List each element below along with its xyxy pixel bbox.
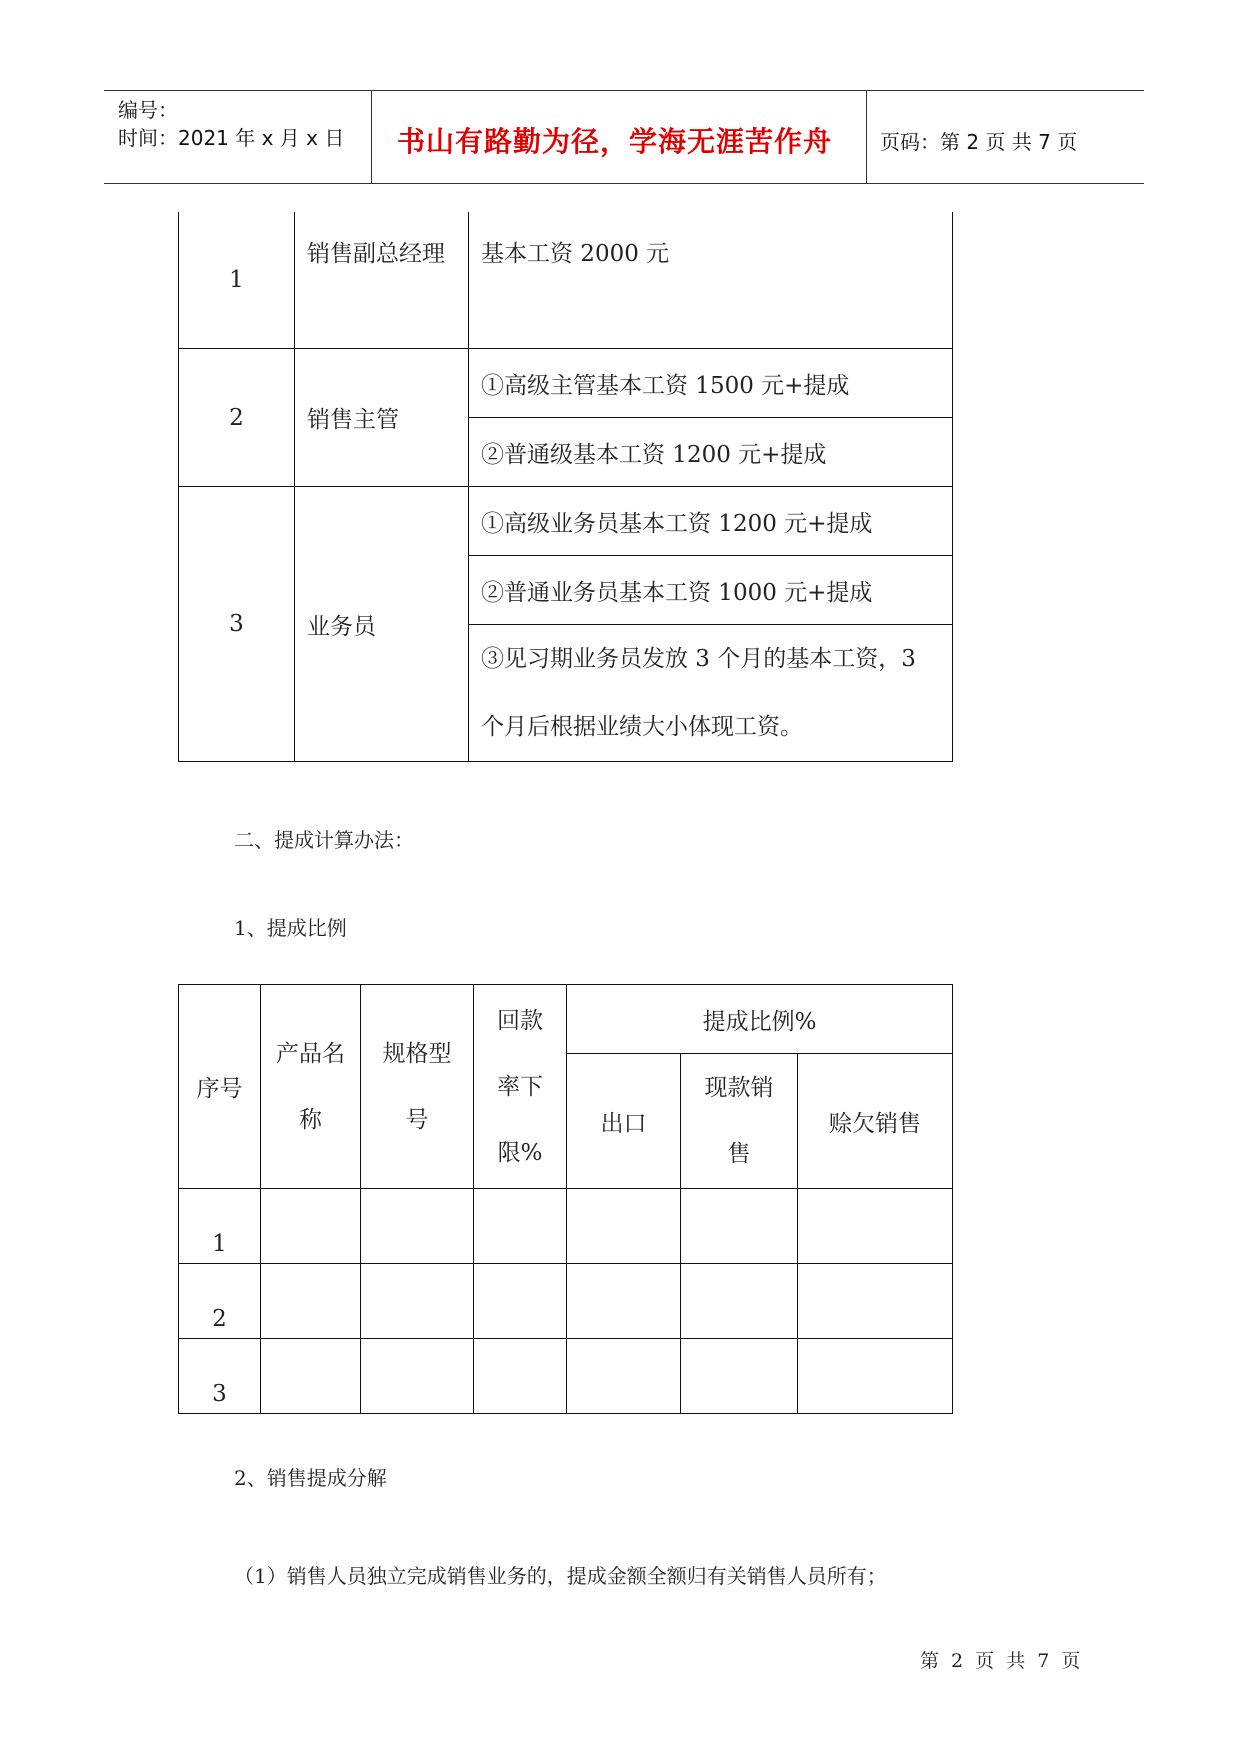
table-row bbox=[179, 1189, 953, 1264]
salary-row-3-item-1: ①高级业务员基本工资 1200 元+提成 bbox=[469, 487, 953, 556]
salary-row-3-no: 3 bbox=[179, 487, 295, 762]
salary-row-1-position-text: 销售副总经理 bbox=[307, 241, 445, 267]
table-cell bbox=[798, 1339, 953, 1414]
col-header-no: 序号 bbox=[179, 985, 261, 1189]
salary-table bbox=[178, 212, 953, 762]
table-cell bbox=[361, 1339, 474, 1414]
subsection-1-heading: 1、提成比例 bbox=[234, 916, 347, 940]
table-header-row bbox=[179, 985, 953, 1054]
table-row bbox=[179, 212, 953, 349]
table-row bbox=[179, 1264, 953, 1339]
table-cell bbox=[474, 1264, 567, 1339]
col-header-product bbox=[261, 985, 361, 1189]
salary-row-3-position: 业务员 bbox=[295, 487, 469, 762]
col-header-spec bbox=[361, 985, 474, 1189]
col-header-cash bbox=[681, 1054, 798, 1189]
table-cell bbox=[681, 1264, 798, 1339]
commission-ratio-table bbox=[178, 984, 953, 1414]
col-header-rate-text: 回款率下限% bbox=[497, 1007, 543, 1166]
table-cell bbox=[261, 1339, 361, 1414]
subsection-2-heading: 2、销售提成分解 bbox=[234, 1466, 387, 1490]
salary-row-3-item-2: ②普通业务员基本工资 1000 元+提成 bbox=[469, 556, 953, 625]
header-divider-left bbox=[371, 90, 372, 183]
document-number-label: 编号： bbox=[118, 98, 178, 122]
salary-row-3-item-3 bbox=[469, 625, 953, 762]
header-motto: 书山有路勤为径，学海无涯苦作舟 bbox=[397, 125, 833, 158]
table-cell bbox=[798, 1264, 953, 1339]
table-cell bbox=[567, 1264, 681, 1339]
salary-row-1-item bbox=[469, 212, 953, 349]
table-cell bbox=[474, 1339, 567, 1414]
table-cell bbox=[681, 1339, 798, 1414]
table-cell bbox=[798, 1189, 953, 1264]
ratio-row-2-no: 2 bbox=[179, 1264, 261, 1339]
table-row bbox=[179, 1339, 953, 1414]
table-cell bbox=[361, 1189, 474, 1264]
salary-row-2-position: 销售主管 bbox=[295, 349, 469, 487]
table-cell bbox=[474, 1189, 567, 1264]
col-header-credit: 赊欠销售 bbox=[798, 1054, 953, 1189]
col-header-spec-text: 规格型号 bbox=[382, 1040, 452, 1133]
table-cell bbox=[567, 1339, 681, 1414]
document-time-label: 时间：2021 年 x 月 x 日 bbox=[118, 126, 345, 150]
salary-row-2-no: 2 bbox=[179, 349, 295, 487]
salary-row-1-no: 1 bbox=[179, 212, 295, 349]
table-cell bbox=[361, 1264, 474, 1339]
salary-row-2-item-1: ①高级主管基本工资 1500 元+提成 bbox=[469, 349, 953, 418]
header-divider-right bbox=[866, 90, 867, 183]
col-header-export: 出口 bbox=[567, 1054, 681, 1189]
col-header-commission-group: 提成比例% bbox=[567, 985, 953, 1054]
salary-row-1-item-text: 基本工资 2000 元 bbox=[481, 241, 670, 267]
ratio-row-1-no: 1 bbox=[179, 1189, 261, 1264]
table-row bbox=[179, 487, 953, 556]
table-row bbox=[179, 349, 953, 418]
table-cell bbox=[681, 1189, 798, 1264]
col-header-rate bbox=[474, 985, 567, 1189]
header-bottom-rule bbox=[104, 183, 1144, 184]
section-2-heading: 二、提成计算办法： bbox=[234, 828, 414, 852]
header-page-label: 页码：第 2 页 共 7 页 bbox=[880, 130, 1078, 154]
table-cell bbox=[567, 1189, 681, 1264]
col-header-cash-text: 现款销售 bbox=[704, 1075, 774, 1167]
ratio-row-3-no: 3 bbox=[179, 1339, 261, 1414]
table-cell bbox=[261, 1189, 361, 1264]
paragraph-1: （1）销售人员独立完成销售业务的，提成金额全额归有关销售人员所有； bbox=[234, 1564, 887, 1588]
salary-row-2-item-2: ②普通级基本工资 1200 元+提成 bbox=[469, 418, 953, 487]
salary-row-3-item-3-text: ③见习期业务员发放 3 个月的基本工资，3 个月后根据业绩大小体现工资。 bbox=[481, 646, 916, 740]
col-header-product-text: 产品名称 bbox=[276, 1040, 345, 1133]
header-top-rule bbox=[104, 90, 1144, 91]
page-footer: 第 2 页 共 7 页 bbox=[920, 1650, 1081, 1672]
salary-row-1-position bbox=[295, 212, 469, 349]
table-cell bbox=[261, 1264, 361, 1339]
